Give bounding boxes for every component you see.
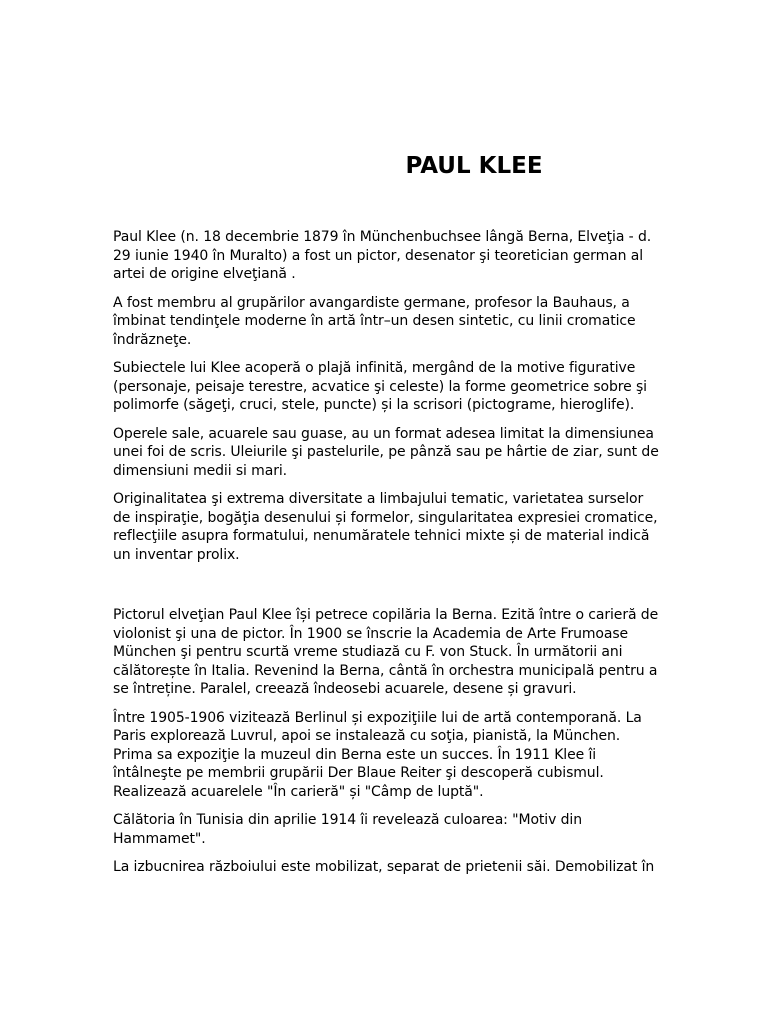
paragraph-intro: Paul Klee (n. 18 decembrie 1879 în Münchenbuchsee lângă Berna, Elveţia - d. 29 iunie 1940 în Muralto) a fost un pictor, desenator şi teoretician german al artei de origine elveţiană . bbox=[113, 229, 652, 282]
document-body bbox=[113, 228, 661, 887]
paragraph-biography: Pictorul elveţian Paul Klee își petrece copilăria la Berna. Ezită între o carieră de violonist şi una de pictor. În 1900 se înscrie la Academia de Arte Frumoase München şi pentru scurtă vreme studiază cu F. von Stuck. În următorii ani călătorește în Italia. Revenind la Berna, cântă în orchestra municipală pentru a se întreține. Paralel, creează îndeosebi acuarele, desene și gravuri. bbox=[113, 607, 659, 697]
paragraph-membership: A fost membru al grupărilor avangardiste germane, profesor la Bauhaus, a îmbinat tendinţele moderne în artă într–un desen sintetic, cu linii cromatice îndrăzneţe. bbox=[113, 294, 636, 348]
paragraph-tunisia: Călătoria în Tunisia din aprilie 1914 îi revelează culoarea: "Motiv din Hammamet". bbox=[113, 812, 582, 847]
paragraph-originality: Originalitatea şi extrema diversitate a limbajului tematic, varietatea surselor de inspiraţie, bogăţia desenului și formelor, singularitatea expresiei cromatice, reflecţiile asupra formatului, nenumăratele tehnici mixte și de material indică un inventar prolix. bbox=[113, 491, 658, 563]
document-title: PAUL KLEE bbox=[405, 153, 543, 179]
paragraph-war: La izbucnirea războiului este mobilizat, separat de prietenii săi. Demobilizat în bbox=[113, 859, 655, 875]
paragraph-1905: Între 1905-1906 vizitează Berlinul și expoziţiile lui de artă contemporană. La Paris explorează Luvrul, apoi se instalează cu soţia, pianistă, la München. Prima sa expoziţie la muzeul din Berna este un succes. În 1911 Klee îi întâlneşte pe membrii grupării Der Blaue Reiter şi descoperă cubismul. Realizează acuarelele "În carieră" și "Câmp de luptă". bbox=[113, 709, 642, 800]
paragraph-works: Operele sale, acuarele sau guase, au un format adesea limitat la dimensiunea unei foi de scris. Uleiurile şi pastelurile, pe pânză sau pe hârtie de ziar, sunt de dimensiuni medii si mari. bbox=[113, 425, 659, 479]
paragraph-subjects: Subiectele lui Klee acoperă o plajă infinită, mergând de la motive figurative (personaje, peisaje terestre, acvatice şi celeste) la forme geometrice sobre şi polimorfe (săgeţi, cruci, stele, puncte) și la scrisori (pictograme, hieroglife). bbox=[113, 360, 647, 413]
